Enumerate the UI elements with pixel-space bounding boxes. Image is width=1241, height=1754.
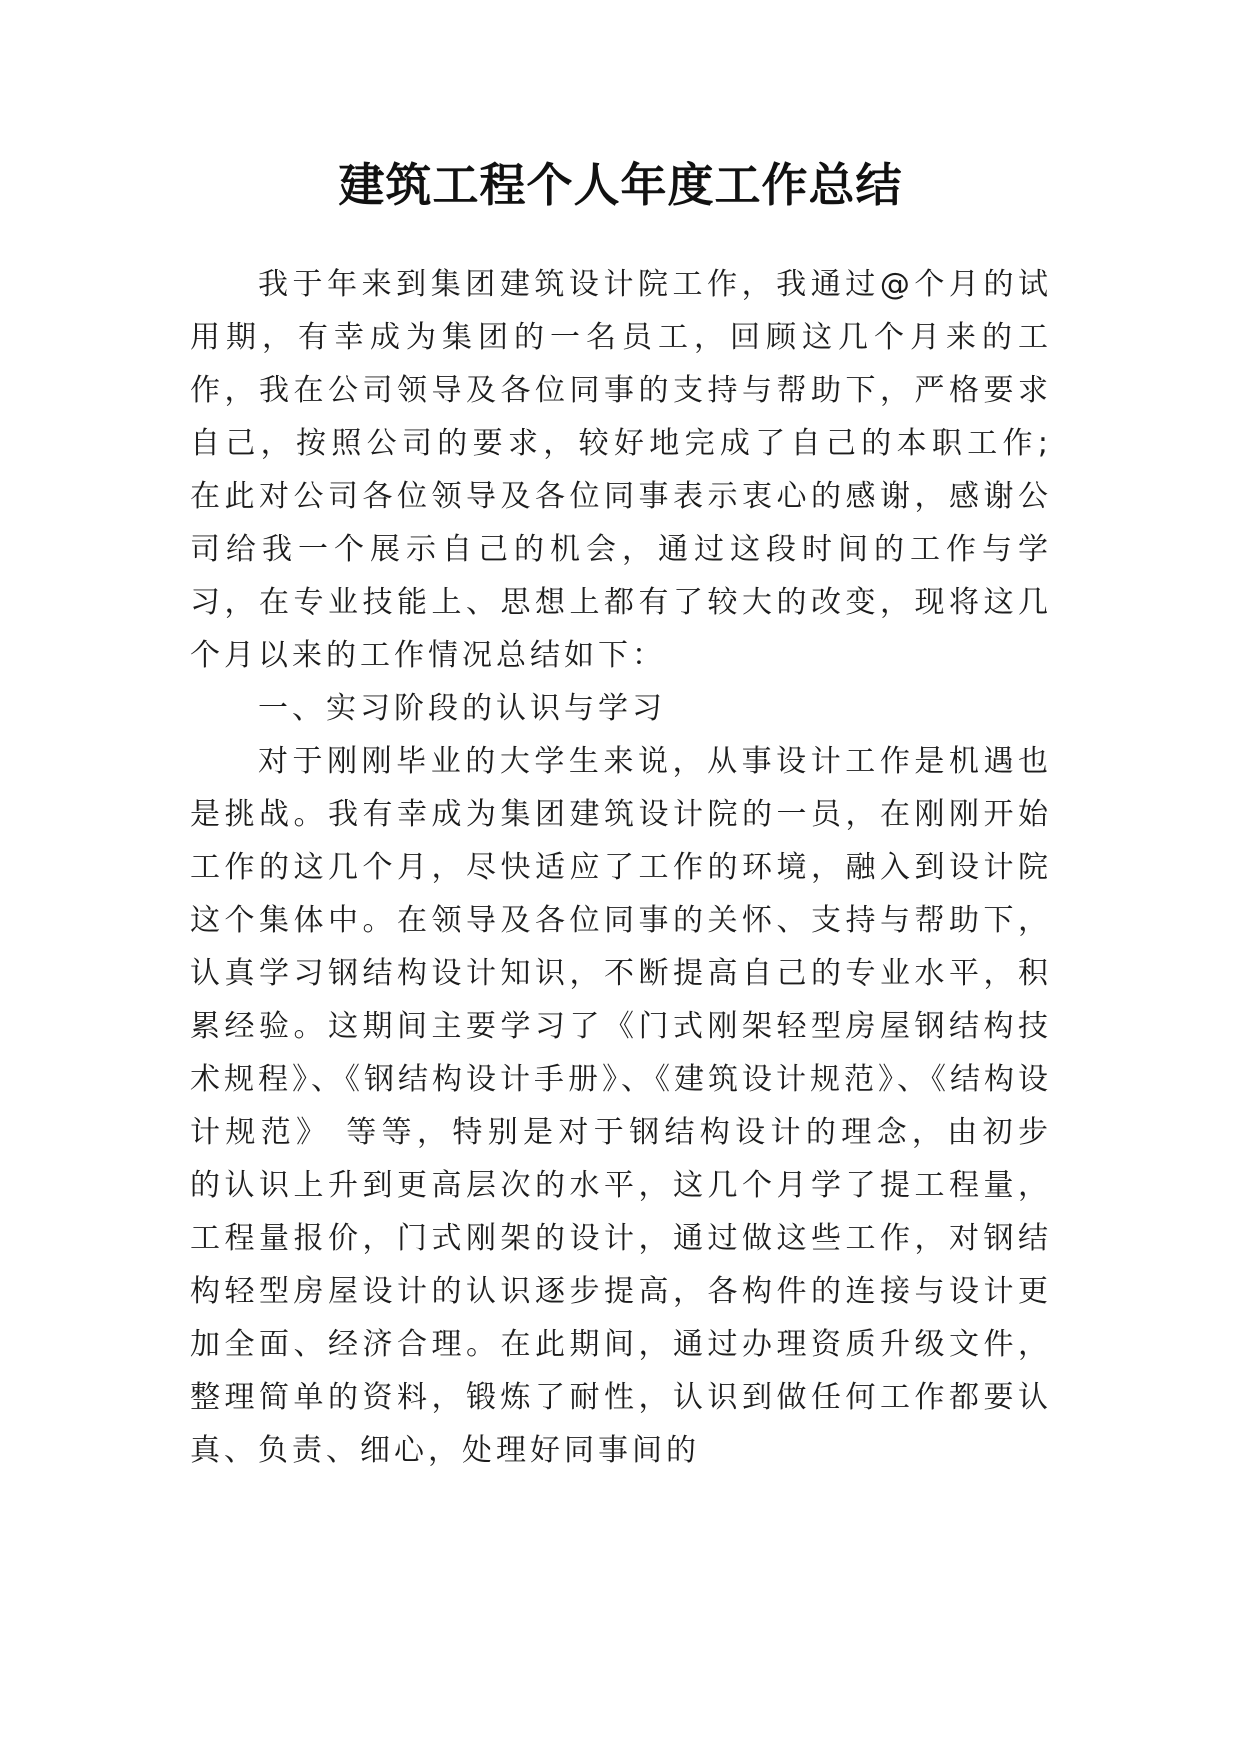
section-heading-1: 一、实习阶段的认识与学习 bbox=[258, 691, 666, 726]
paragraph-intro: 我于年来到集团建筑设计院工作，我通过@个月的试用期，有幸成为集团的一名员工，回顾这几个月来的工作，我在公司领导及各位同事的支持与帮助下，严格要求自己，按照公司的要求，较好地完成了自己的本职工作;在此对公司各位领导及各位同事表示衷心的感谢，感谢公司给我一个展示自己的机会，通过这段时间的工作与学习，在专业技能上、思想上都有了较大的改变，现将这几个月以来的工作情况总结如下： bbox=[190, 267, 1052, 673]
document-title: 建筑工程个人年度工作总结 bbox=[338, 158, 903, 212]
document-body bbox=[190, 258, 1052, 1477]
paragraph-section-1: 对于刚刚毕业的大学生来说，从事设计工作是机遇也是挑战。我有幸成为集团建筑设计院的一员，在刚刚开始工作的这几个月，尽快适应了工作的环境，融入到设计院这个集体中。在领导及各位同事的关怀、支持与帮助下，认真学习钢结构设计知识，不断提高自己的专业水平，积累经验。这期间主要学习了《门式刚架轻型房屋钢结构技术规程》、《钢结构设计手册》、《建筑设计规范》、《结构设计规范》 等等，特别是对于钢结构设计的理念，由初步的认识上升到更高层次的水平，这几个月学了提工程量，工程量报价，门式刚架的设计，通过做这些工作，对钢结构轻型房屋设计的认识逐步提高，各构件的连接与设计更加全面、经济合理。在此期间，通过办理资质升级文件，整理简单的资料，锻炼了耐性，认识到做任何工作都要认真、负责、细心，处理好同事间的 bbox=[190, 744, 1052, 1468]
